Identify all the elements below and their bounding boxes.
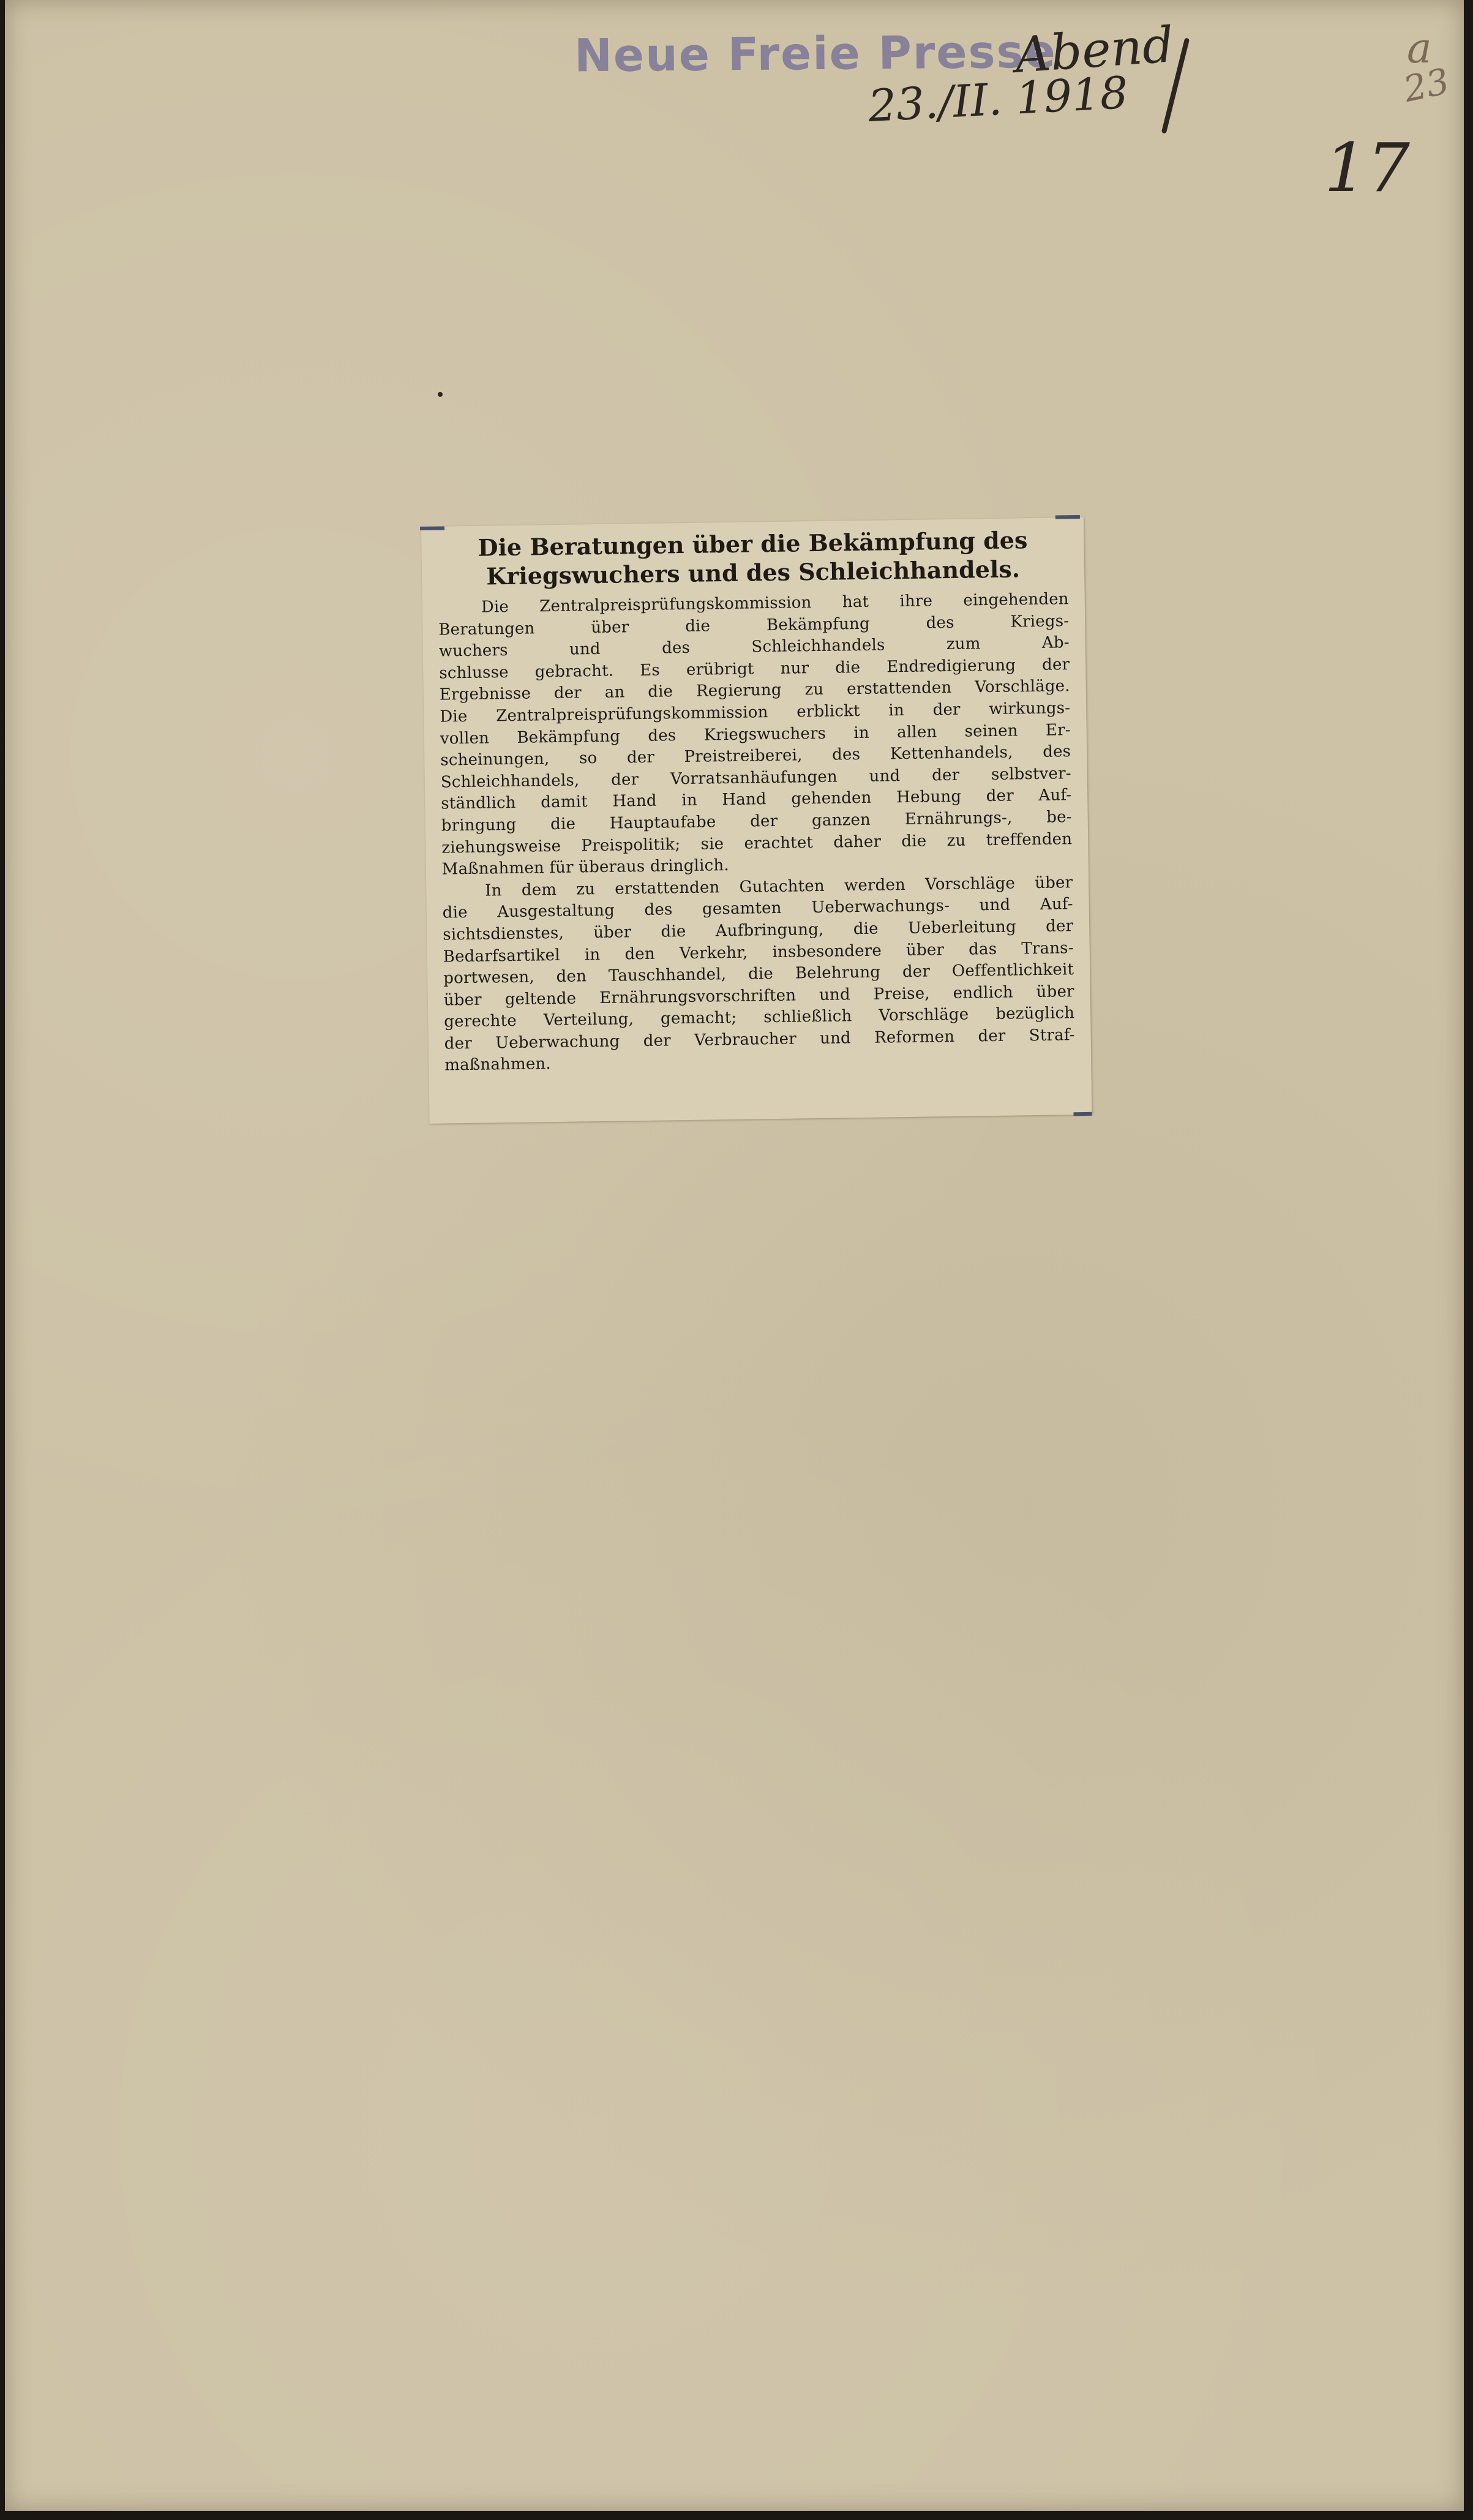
text-line: Maßnahmen für überaus dringlich.: [441, 856, 730, 879]
clipping-edge-mark: [420, 526, 444, 530]
text-line: die Ausgestaltung des gesamten Ueberwachungs- und Auf-: [442, 895, 1073, 922]
text-line: In dem zu erstattenden Gutachten werden Vorschläge über: [485, 873, 1073, 900]
ink-dot: [438, 392, 443, 397]
text-line: der Ueberwachung der Verbraucher und Reformen der Straf-: [444, 1026, 1075, 1053]
text-line: gerechte Verteilung, gemacht; schließlich Vorschläge bezüglich: [444, 1004, 1075, 1031]
text-line: über geltende Ernährungsvorschriften und Preise, endlich über: [443, 982, 1074, 1010]
text-line: schlusse gebracht. Es erübrigt nur die Endredigierung der: [439, 655, 1070, 683]
clipping-headline: [437, 525, 1068, 591]
text-line: bringung die Hauptaufabe der ganzen Ernährungs-, be-: [441, 808, 1072, 835]
archival-page: [5, 0, 1464, 2511]
clipping-paragraph-2: [442, 872, 1075, 1077]
text-line: sichtsdienstes, über die Aufbringung, die Ueberleitung der: [443, 917, 1074, 944]
margin-mark-letter: a: [1407, 24, 1432, 73]
text-line: wuchers und des Schleichhandels zum Ab-: [438, 633, 1070, 661]
text-line: portwesen, den Tauschhandel, die Belehrung der Oeffentlichkeit: [443, 960, 1074, 988]
text-line: Beratungen über die Bekämpfung des Kriegs-: [438, 611, 1070, 639]
folio-number: 17: [1324, 129, 1410, 207]
text-line: scheinungen, so der Preistreiberei, des Kettenhandels, des: [440, 742, 1071, 770]
text-line: ziehungsweise Preispolitik; sie erachtet daher die zu treffenden: [441, 829, 1073, 857]
clipping-paragraph-1: [438, 589, 1073, 881]
handwritten-date: 23./II. 1918: [867, 66, 1130, 132]
headline-line: Kriegswuchers und des Schleichhandels.: [485, 555, 1021, 590]
text-line: Schleichhandels, der Vorratsanhäufungen und der selbstver-: [440, 764, 1071, 792]
text-line: Bedarfsartikel in den Verkehr, insbesondere über das Trans-: [443, 938, 1074, 966]
clipping-edge-mark: [1055, 515, 1080, 519]
newspaper-clipping: [421, 517, 1092, 1124]
text-line: ständlich damit Hand in Hand gehenden Hebung der Auf-: [441, 786, 1072, 813]
text-line: vollen Bekämpfung des Kriegswuchers in allen seinen Er-: [440, 720, 1071, 748]
text-line: Die Zentralpreisprüfungskommission erblickt in der wirkungs-: [440, 699, 1071, 726]
clipping-edge-mark: [1073, 1112, 1092, 1116]
newspaper-stamp: Neue Freie Presse: [574, 25, 1057, 83]
headline-line: Die Beratungen über die Bekämpfung des: [478, 526, 1028, 562]
handwritten-edition: Abend: [1013, 16, 1175, 84]
margin-mark-number: 23: [1400, 60, 1453, 110]
text-line: Ergebnisse der an die Regierung zu erstattenden Vorschläge.: [439, 677, 1070, 704]
text-line: Die Zentralpreisprüfungskommission hat ihre eingehenden: [481, 590, 1069, 617]
text-line: maßnahmen.: [444, 1055, 552, 1075]
